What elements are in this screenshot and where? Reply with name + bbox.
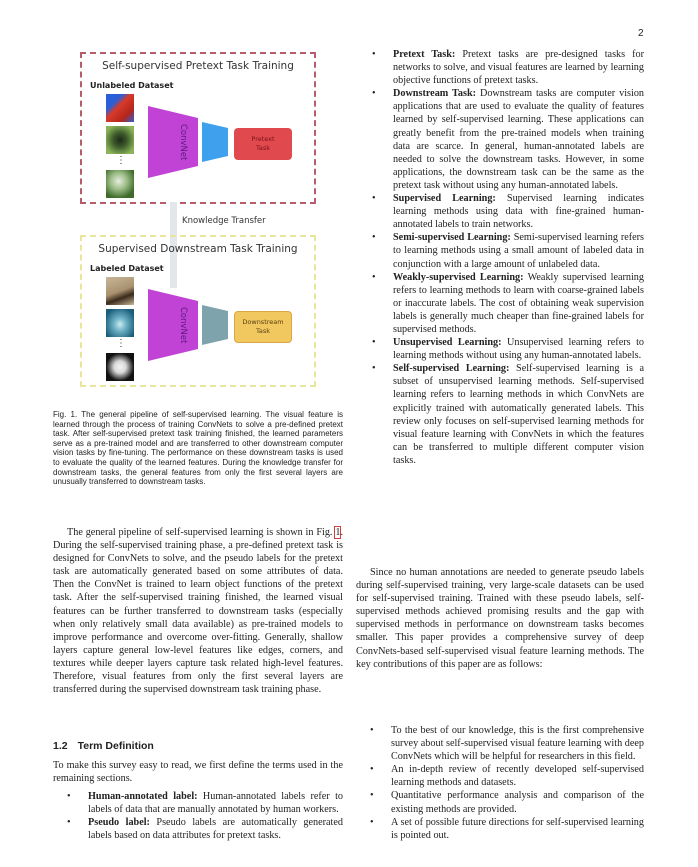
bullet-icon: • (372, 337, 376, 349)
ellipsis-icon: ⋮ (116, 338, 126, 349)
term-intro-paragraph: To make this survey easy to read, we first define the terms used in the remaining sections. (53, 760, 343, 785)
term-list-left (53, 790, 343, 842)
list-item: • To the best of our knowledge, this is the first comprehensive survey about self-supervised visual feature learning with deep ConvNets which will be helpful for researchers in this field. (370, 725, 644, 763)
person-image (106, 353, 134, 381)
figure-1-pipeline (78, 52, 318, 392)
unlabeled-dataset-label: Unlabeled Dataset (90, 81, 174, 90)
digit-2-image (106, 126, 134, 154)
shark-image (106, 309, 134, 337)
convnet-label: ConvNet (178, 123, 188, 161)
labeled-dataset-label: Labeled Dataset (90, 264, 164, 273)
list-item: • A set of possible future directions for self-supervised learning is pointed out. (370, 816, 644, 841)
bullet-icon: • (67, 817, 71, 829)
list-item: • Pseudo label: Pseudo labels are automatically generated labels based on data attributes for pretext tasks. (67, 817, 343, 842)
knowledge-transfer-label: Knowledge Transfer (182, 216, 266, 226)
contributions-list (356, 724, 644, 842)
bullet-icon: • (372, 271, 376, 283)
list-item: • Semi-supervised Learning: Semi-supervised learning refers to learning methods using a small amount of labeled data in conjunction with a large amount of unlabeled data. (372, 232, 644, 270)
list-item: • Quantitative performance analysis and comparison of the existing methods are provided. (370, 790, 644, 815)
bird-perch-image (106, 277, 134, 305)
figure-reference-link[interactable]: 1 (335, 527, 341, 538)
list-item: • Weakly-supervised Learning: Weakly supervised learning refers to learning methods to learn with coarse-grained labels or inaccurate labels. The cost of obtaining weak supervision labels is generally much cheaper than fine-grained labels for supervised methods. (372, 271, 644, 335)
strawberry-image (106, 94, 134, 122)
pretext-box-title: Self-supervised Pretext Task Training (102, 60, 294, 72)
downstream-task-box: Downstream Task (234, 311, 292, 343)
downstream-training-box (80, 235, 316, 387)
contributions-intro-paragraph: Since no human annotations are needed to generate pseudo labels during self-supervised training, very large-scale datasets can be used for self-supervised training. Trained with these pseudo labels, self-supervised methods achieved promising results and the gap with supervised methods in performance on downstream tasks becomes smaller. This paper provides a comprehensive survey of deep ConvNets-based self-supervised visual feature learning methods. The key contributions of this paper are as follows: (356, 567, 644, 670)
bullet-icon: • (370, 764, 374, 776)
list-item: • Supervised Learning: Supervised learning indicates learning methods using data with fine-grained human-annotated labels to train networks. (372, 193, 644, 231)
list-item: • Pretext Task: Pretext tasks are pre-designed tasks for networks to solve, and visual features are learned by learning objective functions of pretext tasks. (372, 49, 644, 87)
downstream-head-trapezoid-icon (202, 305, 228, 345)
list-item: • Self-supervised Learning: Self-supervised learning is a subset of unsupervised learning methods. Self-supervised learning refers to learning methods in which ConvNets are explicitly trained with automatically generated labels. This review only focuses on self-supervised learning methods for visual feature learning with ConvNets in which the features can be transferred to multiple different computer vision tasks. (372, 363, 644, 466)
list-item: • Unsupervised Learning: Unsupervised learning refers to learning methods without using any human-annotated labels. (372, 337, 644, 362)
bullet-icon: • (370, 790, 374, 802)
list-item: • An in-depth review of recently developed self-supervised learning methods and datasets. (370, 764, 644, 789)
bird-image (106, 170, 134, 198)
bullet-icon: • (372, 49, 376, 60)
pretext-training-box (80, 52, 316, 204)
pipeline-paragraph: The general pipeline of self-supervised learning is shown in Fig. 1. During the self-supervised training phase, a pre-defined pretext task is designed for ConvNets to solve, and the pseudo labels for the pretext task are automatically generated based on some attributes of data. Then the ConvNet is trained to learn object functions of the pretext task. After the self-supervised training finished, the learned visual features can be further transferred to downstream tasks (especially when only relatively small data available) as pre-trained models to improve performance and overcome over-fitting. Generally, shallow layers capture general low-level features like edges, corners, and textures while deeper layers capture task related high-level features. Therefore, visual features from only the first several layers are transferred during the supervised downstream task training phase. (53, 527, 343, 696)
list-item: • Human-annotated label: Human-annotated labels refer to labels of data that are manually annotated by human workers. (67, 791, 343, 816)
page-number: 2 (638, 28, 644, 39)
term-list-right (358, 48, 644, 467)
downstream-box-title: Supervised Downstream Task Training (98, 243, 298, 255)
section-number: 1.2 (53, 740, 68, 752)
bullet-icon: • (372, 363, 376, 375)
figure-caption: Fig. 1. The general pipeline of self-supervised learning. The visual feature is learned through the process of training ConvNets to solve a pre-defined pretext task. After self-supervised pretext task training finished, the learned parameters serve as a pre-trained model and are transferred to other downstream computer vision tasks by fine-tuning. The performance on these downstream tasks is used to evaluate the quality of the learned features. During the knowledge transfer for downstream tasks, the general features from only the first several layers are unusually transferred to downstream tasks. (53, 410, 343, 487)
convnet-label: ConvNet (178, 306, 188, 344)
list-item: • Downstream Task: Downstream tasks are computer vision applications that are used to evaluate the quality of features learned by self-supervised learning. These applications can greatly benefit from the pre-trained models when training data are scarce. In general, human-annotated labels are needed to solve the downstream tasks. However, in some applications, the downstream task can be the same as the pretext task without using any human-annotated labels. (372, 88, 645, 191)
bullet-icon: • (370, 816, 374, 828)
bullet-icon: • (67, 791, 71, 802)
section-heading (53, 740, 154, 752)
section-title: Term Definition (77, 740, 154, 752)
bullet-icon: • (370, 725, 374, 736)
pretext-task-box: Pretext Task (234, 128, 292, 160)
bullet-icon: • (372, 88, 376, 100)
ellipsis-icon: ⋮ (116, 155, 126, 166)
bullet-icon: • (372, 232, 376, 244)
bullet-icon: • (372, 193, 376, 205)
pretext-head-trapezoid-icon (202, 122, 228, 162)
